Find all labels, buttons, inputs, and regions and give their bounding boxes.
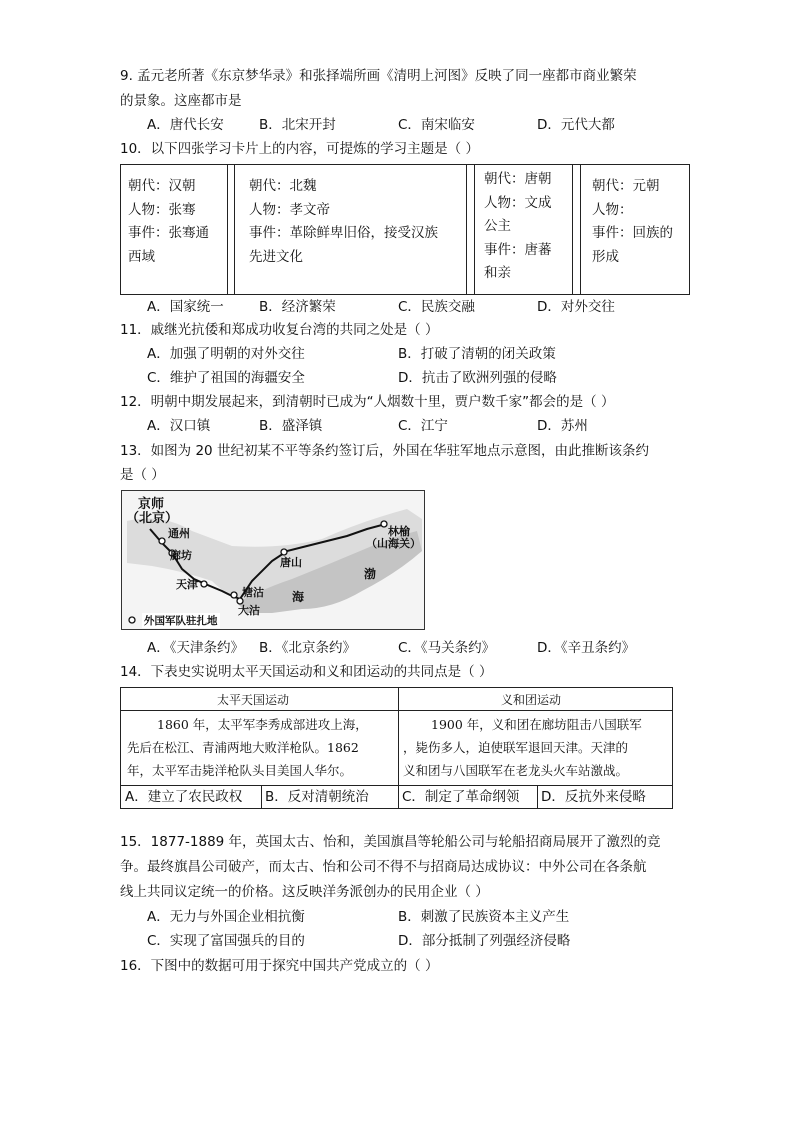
table-divider bbox=[537, 785, 538, 809]
card-line: 事件：张骞通 bbox=[128, 225, 209, 241]
cell-line: 1900 年，义和团在廊坊阻击八国联军 bbox=[431, 717, 642, 732]
map-label-langfang: 廊坊 bbox=[170, 549, 192, 562]
q10-stem: 10．以下四张学习卡片上的内容，可提炼的学习主题是（ ） bbox=[120, 141, 479, 157]
q14-header-yihetuan: 义和团运动 bbox=[501, 693, 562, 707]
card-line: 事件：回族的 bbox=[592, 225, 673, 241]
card-line: 朝代：元朝 bbox=[592, 178, 660, 194]
card-line: 人物：张骞 bbox=[128, 201, 196, 218]
q15-stem-line2: 争。最终旗昌公司破产，而太古、怡和公司不得不与招商局达成协议：中外公司在各条航 bbox=[120, 859, 647, 875]
station-linyu bbox=[381, 521, 387, 527]
card-divider bbox=[466, 165, 467, 294]
map-label-tanggu: 塘沽 bbox=[242, 586, 264, 599]
map-label-tangshan: 唐山 bbox=[280, 556, 302, 569]
cell-line: 年，太平军击毙洋枪队头目美国人华尔。 bbox=[127, 763, 353, 778]
card-line: 先进文化 bbox=[249, 248, 303, 265]
map-label-tianjin: 天津 bbox=[176, 578, 198, 591]
card-line: 公主 bbox=[484, 218, 511, 234]
station-tianjin bbox=[201, 581, 207, 587]
q14-option-d: D．反抗外来侵略 bbox=[541, 789, 646, 805]
q10-card-beiwei bbox=[242, 165, 472, 294]
cell-line: 义和团与八国联军在老龙头火车站激战。 bbox=[403, 763, 629, 778]
q14-option-a: A．建立了农民政权 bbox=[125, 789, 243, 805]
card-divider bbox=[234, 165, 235, 294]
q15-option-d: D．部分抵制了列强经济侵略 bbox=[398, 933, 571, 949]
cell-line: 1860 年，太平军李秀成部进攻上海， bbox=[157, 717, 368, 732]
map-label-shanhaiguan: （山海关） bbox=[366, 537, 421, 550]
q15-stem-line1: 15．1877-1889 年，英国太古、怡和，美国旗昌等轮船公司与轮船招商局展开了激烈的竞 bbox=[120, 834, 661, 850]
q12-option-b: B．盛泽镇 bbox=[259, 418, 323, 434]
q13-stem-line1: 13．如图为 20 世纪初某不平等条约签订后，外国在华驻军地点示意图，由此推断该条约 bbox=[120, 443, 649, 459]
card-line: 人物：文成 bbox=[484, 194, 552, 211]
table-divider bbox=[121, 710, 672, 711]
map-label-linyu: 林榆 bbox=[388, 525, 410, 538]
q16-stem: 16．下图中的数据可用于探究中国共产党成立的（ ） bbox=[120, 958, 439, 974]
q15-option-a: A．无力与外国企业相抗衡 bbox=[147, 909, 305, 925]
station-tongzhou bbox=[159, 538, 165, 544]
card-line: 朝代：北魏 bbox=[249, 178, 317, 194]
station-tanggu bbox=[231, 592, 237, 598]
q14-cell-taiping bbox=[127, 713, 393, 782]
card-line: 事件：革除鲜卑旧俗，接受汉族 bbox=[249, 225, 438, 241]
card-divider bbox=[580, 165, 581, 294]
map-label-dagu: 大沽 bbox=[238, 604, 260, 617]
card-line: 朝代：唐朝 bbox=[484, 171, 552, 187]
map-label-capital: 京师 bbox=[138, 497, 165, 512]
q9-stem-line1: 9. 孟元老所著《东京梦华录》和张择端所画《清明上河图》反映了同一座都市商业繁荣 bbox=[120, 68, 637, 84]
q10-card-tang bbox=[477, 165, 572, 294]
cell-line: 先后在松江、青浦两地大败洋枪队。1862 bbox=[127, 740, 359, 755]
card-line: 事件：唐蕃 bbox=[484, 241, 552, 258]
q13-option-d: D．《辛丑条约》 bbox=[537, 640, 636, 656]
q13-option-b: B．《北京条约》 bbox=[259, 640, 357, 656]
q10-option-b: B．经济繁荣 bbox=[259, 299, 336, 315]
q9-stem-line2: 的景象。这座都市是 bbox=[120, 93, 242, 109]
q10-card-yuan bbox=[585, 165, 689, 294]
q12-option-d: D．苏州 bbox=[537, 418, 588, 434]
card-line: 和亲 bbox=[484, 265, 511, 281]
q10-option-a: A．国家统一 bbox=[147, 299, 224, 315]
q9-option-d: D．元代大都 bbox=[537, 117, 615, 133]
q10-option-d: D．对外交往 bbox=[537, 299, 615, 315]
card-line: 人物：孝文帝 bbox=[249, 201, 330, 218]
card-divider bbox=[474, 165, 475, 294]
map-label-bo: 渤 bbox=[364, 567, 377, 581]
card-line: 人物： bbox=[592, 201, 633, 218]
card-divider bbox=[227, 165, 228, 294]
q12-option-c: C．江宁 bbox=[398, 418, 448, 434]
card-line: 朝代：汉朝 bbox=[128, 178, 196, 194]
table-divider bbox=[398, 688, 399, 785]
q11-option-a: A．加强了明朝的对外交往 bbox=[147, 346, 305, 362]
map-label-capital-sub: （北京） bbox=[126, 511, 179, 526]
q13-option-c: C．《马关条约》 bbox=[398, 640, 496, 656]
map-legend-label: 外国军队驻扎地 bbox=[144, 615, 218, 627]
q13-stem-line2: 是（ ） bbox=[120, 467, 165, 483]
q12-stem: 12．明朝中期发展起来，到清朝时已成为“人烟数十里，贾户数千家”都会的是（ ） bbox=[120, 394, 615, 410]
cell-line: ，毙伤多人，迫使联军退回天津。天津的 bbox=[403, 740, 629, 755]
table-divider bbox=[261, 785, 262, 809]
q11-option-c: C．维护了祖国的海疆安全 bbox=[147, 370, 305, 386]
q15-option-c: C．实现了富国强兵的目的 bbox=[147, 933, 305, 949]
q14-stem: 14．下表史实说明太平天国运动和义和团运动的共同点是（ ） bbox=[120, 664, 493, 680]
q11-stem: 11．戚继光抗倭和郑成功收复台湾的共同之处是（ ） bbox=[120, 322, 439, 338]
map-label-hai: 海 bbox=[292, 590, 305, 604]
card-line: 形成 bbox=[592, 248, 619, 265]
q13-option-a: A．《天津条约》 bbox=[147, 640, 244, 656]
map-label-tongzhou: 通州 bbox=[168, 527, 190, 540]
q10-card-han bbox=[121, 165, 226, 294]
q12-option-a: A．汉口镇 bbox=[147, 418, 211, 434]
q14-option-c: C．制定了革命纲领 bbox=[402, 789, 520, 805]
q14-table bbox=[120, 687, 673, 809]
card-divider bbox=[572, 165, 573, 294]
q15-stem-line3: 线上共同议定统一的价格。这反映洋务派创办的民用企业（ ） bbox=[120, 884, 489, 900]
table-divider bbox=[398, 785, 399, 809]
q10-option-c: C．民族交融 bbox=[398, 299, 475, 315]
card-line: 西域 bbox=[128, 248, 155, 265]
troop-station-map bbox=[121, 490, 425, 630]
q11-option-d: D．抗击了欧洲列强的侵略 bbox=[398, 370, 557, 386]
q10-card-table bbox=[120, 164, 690, 295]
q14-cell-yihetuan bbox=[403, 713, 669, 782]
q9-option-a: A．唐代长安 bbox=[147, 117, 224, 133]
q9-option-c: C．南宋临安 bbox=[398, 117, 475, 133]
q15-option-b: B．刺激了民族资本主义产生 bbox=[398, 909, 570, 925]
q14-header-taiping: 太平天国运动 bbox=[217, 693, 290, 707]
q11-option-b: B．打破了清朝的闭关政策 bbox=[398, 346, 556, 362]
q9-option-b: B．北宋开封 bbox=[259, 117, 336, 133]
legend-symbol-icon bbox=[129, 617, 135, 623]
q14-option-b: B．反对清朝统治 bbox=[265, 789, 369, 805]
